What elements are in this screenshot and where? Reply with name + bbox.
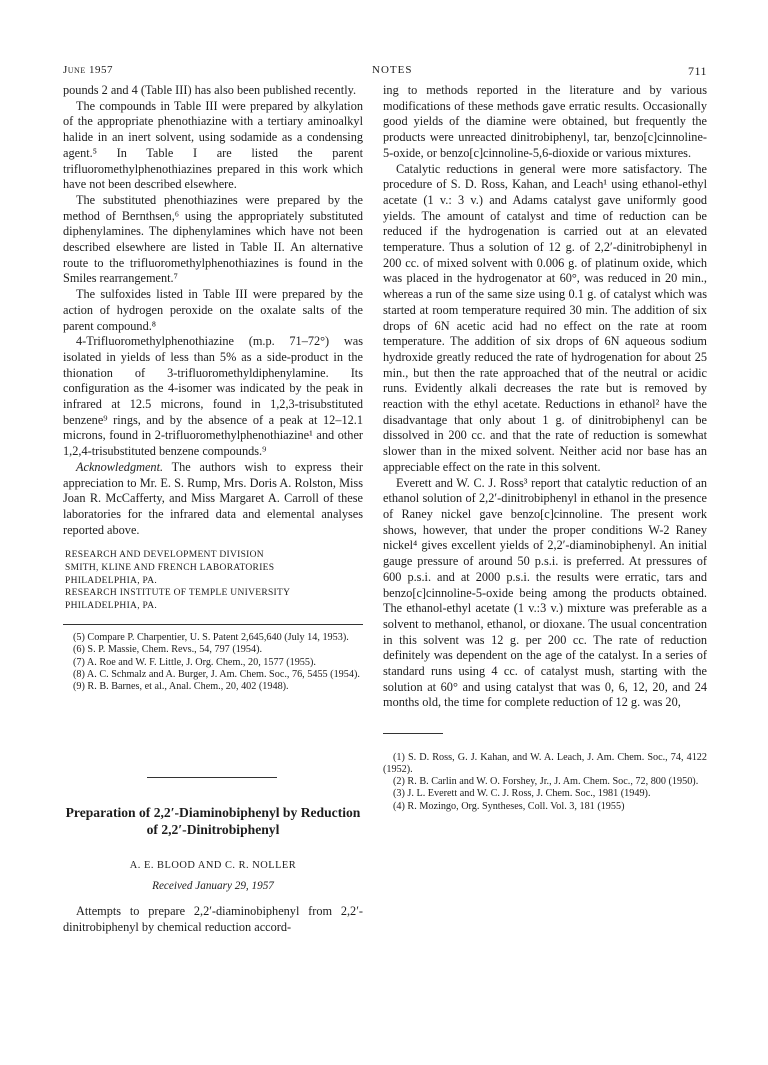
footnote: (1) S. D. Ross, G. J. Kahan, and W. A. Leach, J. Am. Chem. Soc., 74, 4122 (1952).	[383, 752, 707, 776]
footnote: (6) S. P. Massie, Chem. Revs., 54, 797 (1954).	[73, 644, 263, 656]
running-header-date: June 1957	[63, 64, 113, 76]
affiliation-line: RESEARCH INSTITUTE OF TEMPLE UNIVERSITY	[65, 588, 291, 599]
paragraph: 4-Trifluoromethylphenothiazine (m.p. 71–72°) was isolated in yields of less than 5% as a side-product in the thionation of 3-trifluoromethyldiphenylamine. Its configuration as the 4-isomer was indicated by the peak in infrared at 12.5 microns, found in 1,2,3-trisubstituted benzene⁹ rings, and by the absence of a peak at 12–12.1 microns, found in 2-trifluoromethylphenothiazine¹ and other 1,2,4-trisubstituted benzene compounds.⁹	[63, 334, 363, 459]
left-column	[63, 83, 363, 935]
paragraph: Everett and W. C. J. Ross³ report that catalytic reduction of an ethanol solution of 2,2′-dinitrobiphenyl in ethanol in the presence of Raney nickel gave benzo[c]cinnoline. The present work shows, however, that under the proper conditions W-2 Raney nickel⁴ gives excellent yields of 2,2′-diaminobiphenyl. An initial gauge pressure of around 50 p.s.i. is preferred. At pressures of 600 p.s.i. and at 2000 p.s.i. the results were erratic, tars and benzo[c]cinnoline-5-oxide being among the products obtained. The ethanol-ethyl acetate (1 v.:3 v.) mixture was preferable as a solvent to methanol, ethanol, or dioxane. The usual concentration in this solvent was 12 g. per 200 cc. The rate of reduction definitely was dependent on the age of the catalyst. In a series of standard runs using 4 cc. of catalyst mush, starting with the solution at 60° and using catalyst that was 0, 6, 12, 20, and 24 months old, the time for complete reduction of 12 g. was 20,	[383, 475, 707, 710]
acknowledgment-paragraph	[63, 460, 363, 539]
footnote: (8) A. C. Schmalz and A. Burger, J. Am. Chem. Soc., 76, 5455 (1954).	[73, 668, 360, 680]
affiliation-line: RESEARCH AND DEVELOPMENT DIVISION	[65, 550, 264, 561]
page-number: 711	[687, 64, 707, 78]
paragraph: Catalytic reductions in general were more satisfactory. The procedure of S. D. Ross, Kahan, and Leach¹ using ethanol-ethyl acetate (1 v.: 3 v.) and Adams catalyst gave uniformly good yields. The amount of catalyst and time of reduction can be reduced if the hydrogenation is carried out at an elevated temperature. Thus a solution of 12 g. of 2,2′-dinitrobiphenyl in 200 cc. of mixed solvent with 0.006 g. of platinum oxide, which was placed in the hydrogenator at 60°, was reduced in 20 min., whereas a run of the same size using 0.1 g. of catalyst which was started at room temperature required 30 min. The addition of six drops of 6N acetic acid had no effect on the rate at room temperature. The addition of six drops of 6N aqueous sodium hydroxide greatly reduced the rate of hydrogenation for about 25 min., but then the rate approached that of the neutral or acidic runs. Evidently alkali decreases the rate but is removed by reaction with the ethyl acetate. Reductions in ethanol² have the disadvantage that only about 1 g. of dinitrobiphenyl can be dissolved in 200 cc. and that the rate of reduction is somewhat slower than in the mixed solvent. Neither acid nor base has an appreciable effect on the rate in this solvent.	[383, 161, 707, 474]
footnote-divider	[63, 624, 363, 625]
footnotes-left	[63, 632, 363, 692]
running-header-section: NOTES	[372, 64, 413, 76]
affiliation-line: SMITH, KLINE AND FRENCH LABORATORIES	[65, 562, 275, 573]
footnote: (3) J. L. Everett and W. C. J. Ross, J. Chem. Soc., 1981 (1949).	[393, 788, 651, 800]
paragraph: pounds 2 and 4 (Table III) has also been published recently.	[63, 83, 357, 97]
paragraph: The substituted phenothiazines were prepared by the method of Bernthsen,⁶ using the appropriately substituted diphenylamines. The diphenylamines which have not been described elsewhere are listed in Table II. An alternative route to the trifluoromethylphenothiazines is found in the Smiles rearrangement.⁷	[63, 192, 363, 286]
affiliation-line: PHILADELPHIA, PA.	[65, 575, 158, 586]
article-intro: Attempts to prepare 2,2′-diaminobiphenyl from 2,2′-dinitrobiphenyl by chemical reduction accord-	[63, 903, 363, 934]
acknowledgment-text: The authors wish to express their appreciation to Mr. E. S. Rump, Mrs. Doris A. Rolston, Miss Joan R. McCafferty, and Miss Margaret A. Carroll of these laboratories for the infrared data and elemental analyses reported above.	[63, 459, 363, 537]
footnote-divider	[383, 733, 443, 734]
received-date: Received January 29, 1957	[152, 879, 274, 892]
paragraph: ing to methods reported in the literature and by various modifications of these methods gave erratic results. Occasionally good yields of the diamine were obtained, but frequently the products were unreacted dinitrobiphenyl, tar, benzo[c]cinnoline-5-oxide, or benzo[c]cinnoline-5,6-dioxide or various mixtures.	[383, 83, 707, 160]
footnote: (2) R. B. Carlin and W. O. Forshey, Jr., J. Am. Chem. Soc., 72, 800 (1950).	[393, 776, 699, 788]
affiliation-line: PHILADELPHIA, PA.	[65, 600, 158, 611]
footnote: (4) R. Mozingo, Org. Syntheses, Coll. Vol. 3, 181 (1955)	[393, 800, 625, 812]
author-affiliation	[65, 549, 363, 612]
paragraph: The sulfoxides listed in Table III were prepared by the action of hydrogen peroxide on the oxalate salts of the parent compound.⁸	[63, 287, 363, 333]
footnote: (7) A. Roe and W. F. Little, J. Org. Chem., 20, 1577 (1955).	[73, 656, 316, 668]
article-title: Preparation of 2,2′-Diaminobiphenyl by Reduction of 2,2′-Dinitrobiphenyl	[65, 804, 361, 837]
right-column	[383, 83, 707, 813]
paragraph: The compounds in Table III were prepared by alkylation of the appropriate phenothiazine with a tertiary aminoalkyl halide in an inert solvent, using sodamide as a condensing agent.⁵ In Table I are listed the parent trifluoromethylphenothiazines prepared in this work which have not been described elsewhere.	[63, 98, 363, 192]
acknowledgment-label: Acknowledgment.	[76, 459, 164, 474]
footnotes-right	[383, 752, 707, 812]
footnote: (5) Compare P. Charpentier, U. S. Patent 2,645,640 (July 14, 1953).	[73, 632, 349, 644]
footnote: (9) R. B. Barnes, et al., Anal. Chem., 20, 402 (1948).	[73, 680, 289, 692]
article-divider	[147, 777, 277, 778]
article-authors: A. E. BLOOD AND C. R. NOLLER	[129, 859, 297, 871]
